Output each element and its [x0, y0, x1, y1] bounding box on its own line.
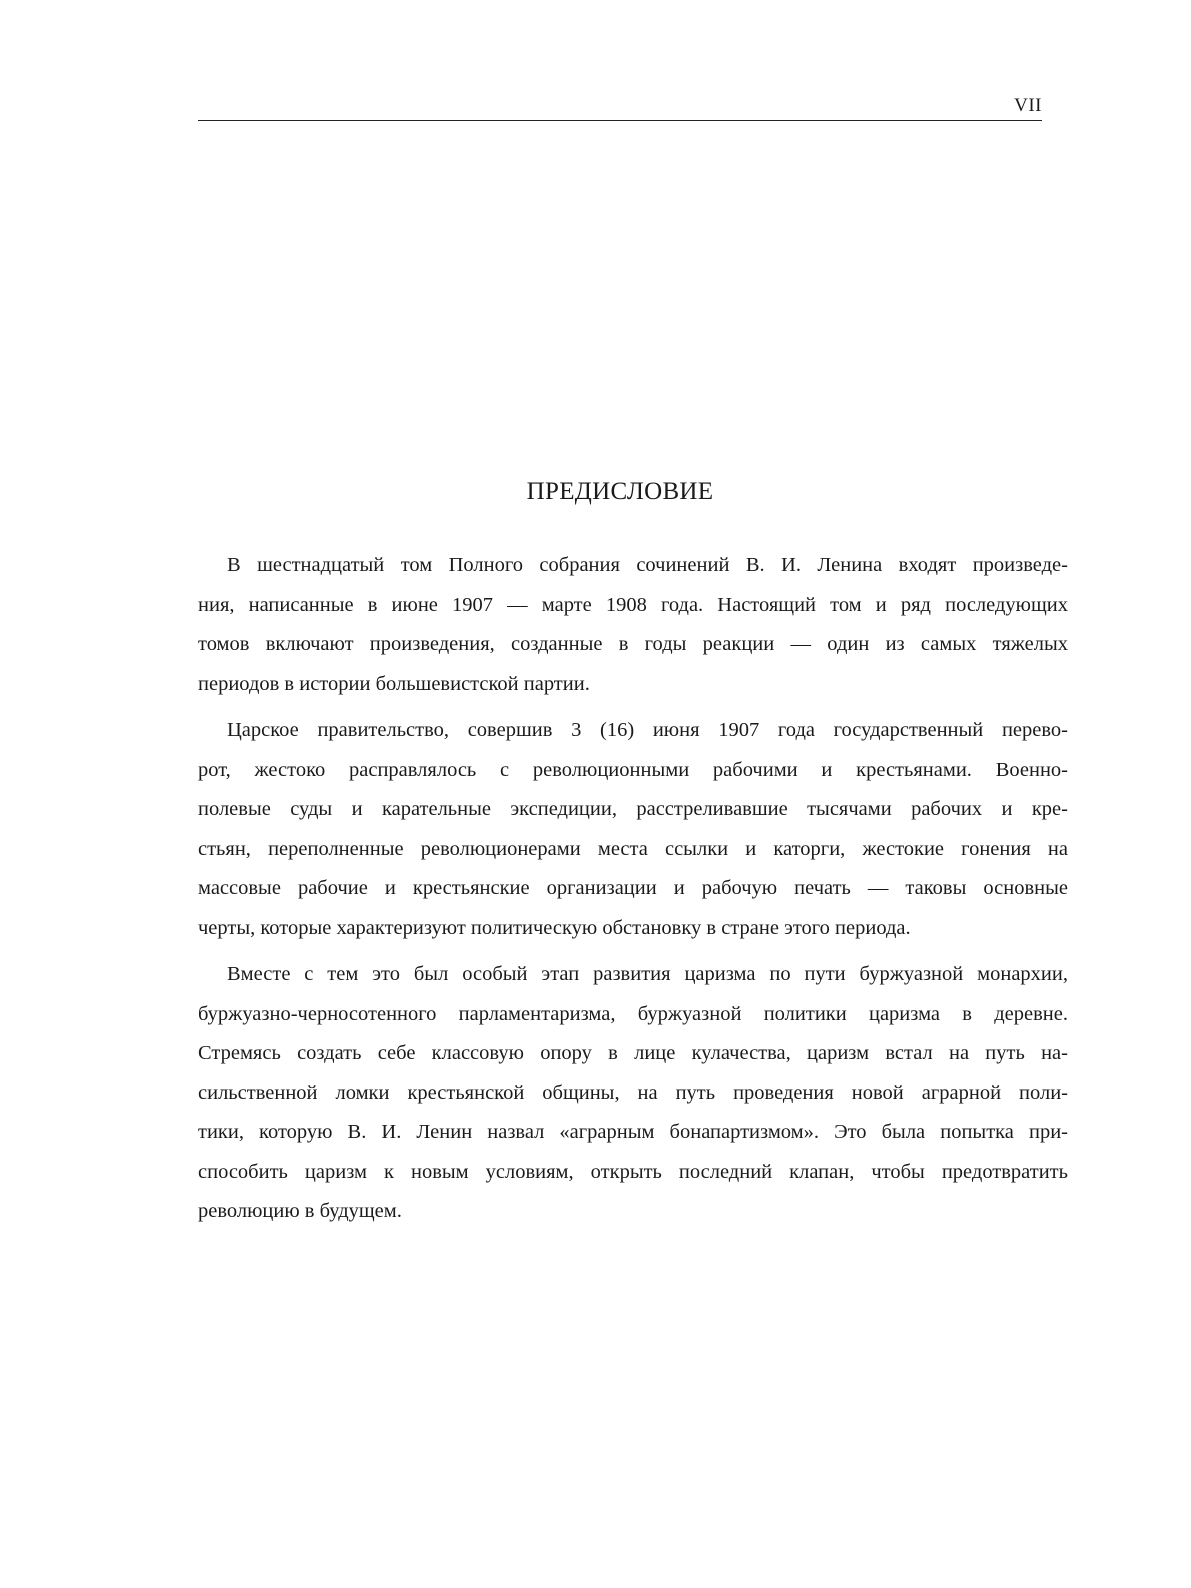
paragraph — [198, 546, 1068, 704]
text-line: способить царизм к новым условиям, открыть последний клапан, чтобы предотвратить — [198, 1160, 1068, 1183]
text-line: стьян, переполненные революционерами места ссылки и каторги, жестокие гонения на — [198, 837, 1068, 860]
text-line: массовые рабочие и крестьянские организации и рабочую печать — таковы основные — [198, 877, 1068, 899]
text-line: Стремясь создать себе классовую опору в лице кулачества, царизм встал на путь на- — [198, 1042, 1068, 1064]
text-line: периодов в истории большевистской партии. — [198, 672, 590, 695]
paragraph — [198, 711, 1068, 948]
text-line: полевые суды и карательные экспедиции, расстреливавшие тысячами рабочих и кре- — [198, 798, 1068, 820]
text-line: рот, жестоко расправлялось с революционными рабочими и крестьянами. Военно- — [198, 758, 1068, 781]
paragraph — [198, 955, 1068, 1232]
text-line: сильственной ломки крестьянской общины, на путь проведения новой аграрной поли- — [198, 1081, 1068, 1104]
text-line: ния, написанные в июне 1907 — марте 1908 года. Настоящий том и ряд последующих — [198, 593, 1068, 616]
chapter-title: ПРЕДИСЛОВИЕ — [526, 478, 714, 505]
running-header — [198, 96, 1042, 121]
page-number: VII — [1014, 95, 1042, 116]
text-line: тики, которую В. И. Ленин назвал «аграрным бонапартизмом». Это была попытка при- — [198, 1121, 1068, 1143]
text-line: революцию в будущем. — [198, 1200, 402, 1222]
text-line: черты, которые характеризуют политическую обстановку в стране этого периода. — [198, 916, 911, 939]
text-line: Вместе с тем это был особый этап развития царизма по пути буржуазной монархии, — [227, 963, 1068, 985]
text-line: буржуазно-черносотенного парламентаризма, буржуазной политики царизма в деревне. — [198, 1002, 1068, 1025]
text-line: томов включают произведения, созданные в годы реакции — один из самых тяжелых — [198, 633, 1068, 655]
body-text — [198, 546, 1068, 1232]
text-line: В шестнадцатый том Полного собрания сочинений В. И. Ленина входят произведе- — [227, 554, 1068, 576]
text-line: Царское правительство, совершив 3 (16) июня 1907 года государственный перево- — [227, 719, 1068, 741]
